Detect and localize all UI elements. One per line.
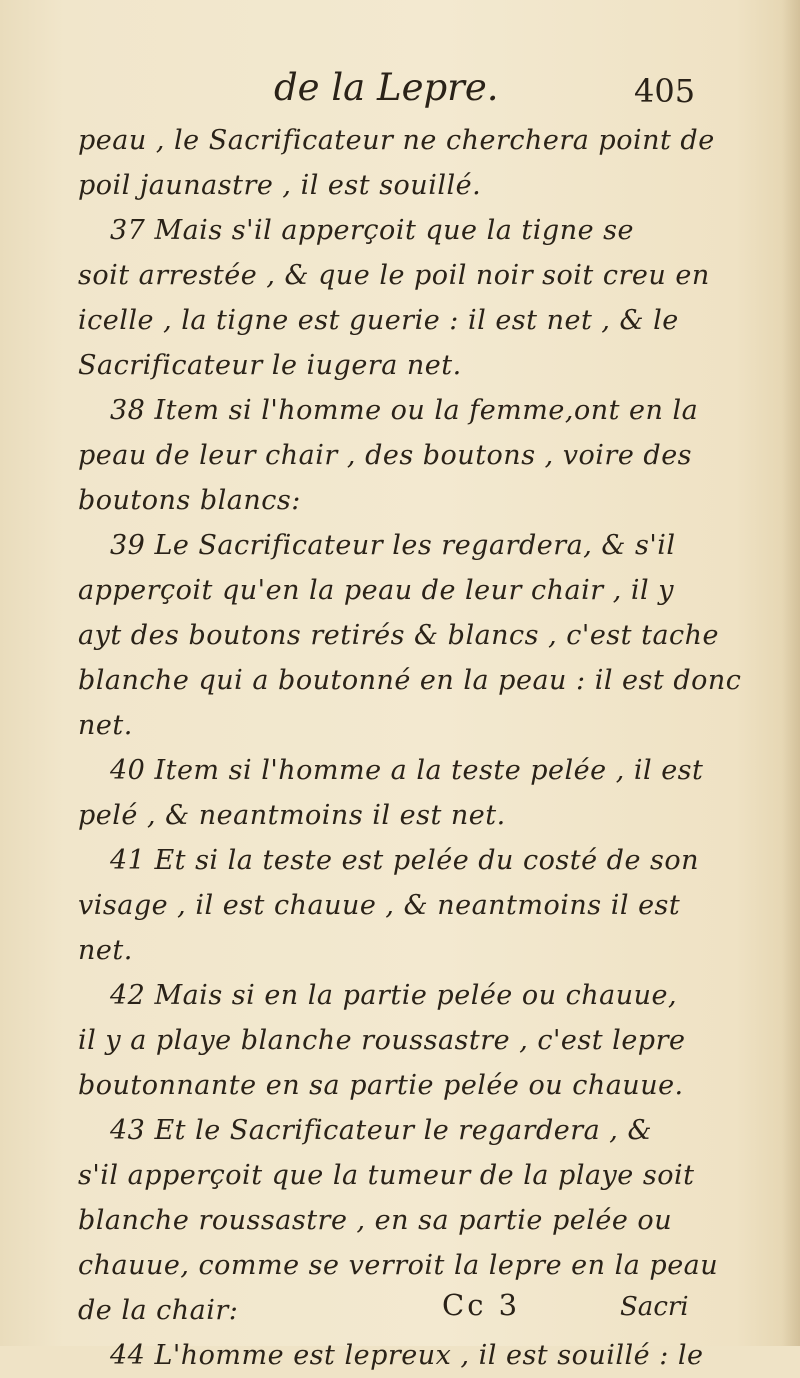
verse-38-start: 38 Item si l'homme ou la femme,ont en la	[110, 395, 699, 426]
page-number: 405	[634, 72, 696, 110]
text-line: ayt des boutons retirés & blancs , c'est tache	[78, 620, 720, 651]
verse-43-start: 43 Et le Sacrificateur le regardera , &	[110, 1115, 653, 1146]
page-footer	[78, 1288, 718, 1330]
running-title: de la Lepre.	[274, 66, 499, 109]
verse-40-start: 40 Item si l'homme a la teste pelée , il est	[110, 755, 704, 786]
text-line: icelle , la tigne est guerie : il est net , & le	[78, 305, 679, 336]
text-line: peau de leur chair , des boutons , voire des	[78, 440, 693, 471]
text-line: chauue, comme se verroit la lepre en la peau	[78, 1250, 719, 1281]
text-line: boutonnante en sa partie pelée ou chauue.	[78, 1070, 684, 1101]
catchword: Sacri	[620, 1292, 689, 1322]
text-line: blanche roussastre , en sa partie pelée ou	[78, 1205, 673, 1236]
text-line: il y a playe blanche roussastre , c'est lepre	[78, 1025, 686, 1056]
text-line: s'il apperçoit que la tumeur de la playe soit	[78, 1160, 695, 1191]
text-line: apperçoit qu'en la peau de leur chair , il y	[78, 575, 675, 606]
verse-39-start: 39 Le Sacrificateur les regardera, & s'il	[110, 530, 676, 561]
text-line: net.	[78, 935, 133, 966]
verse-37-start: 37 Mais s'il apperçoit que la tigne se	[110, 215, 634, 246]
text-line: blanche qui a boutonné en la peau : il est donc	[78, 665, 742, 696]
text-line: visage , il est chauue , & neantmoins il est	[78, 890, 681, 921]
text-line: de la chair:	[78, 1295, 239, 1326]
text-line: net.	[78, 710, 133, 741]
signature-mark: Cc 3	[442, 1288, 521, 1322]
verse-42-start: 42 Mais si en la partie pelée ou chauue,	[110, 980, 678, 1011]
text-line: soit arrestée , & que le poil noir soit creu en	[78, 260, 710, 291]
verse-44-start: 44 L'homme est lepreux , il est souillé : le	[110, 1340, 704, 1371]
page-header	[78, 62, 718, 118]
body-text	[78, 118, 742, 1378]
page-edge-shadow	[782, 0, 800, 1346]
text-line: poil jaunastre , il est souillé.	[78, 170, 482, 201]
text-line: Sacrificateur le iugera net.	[78, 350, 462, 381]
verse-41-start: 41 Et si la teste est pelée du costé de son	[110, 845, 700, 876]
text-line: peau , le Sacrificateur ne cherchera point de	[78, 125, 715, 156]
text-line: boutons blancs:	[78, 485, 301, 516]
text-line: pelé , & neantmoins il est net.	[78, 800, 506, 831]
